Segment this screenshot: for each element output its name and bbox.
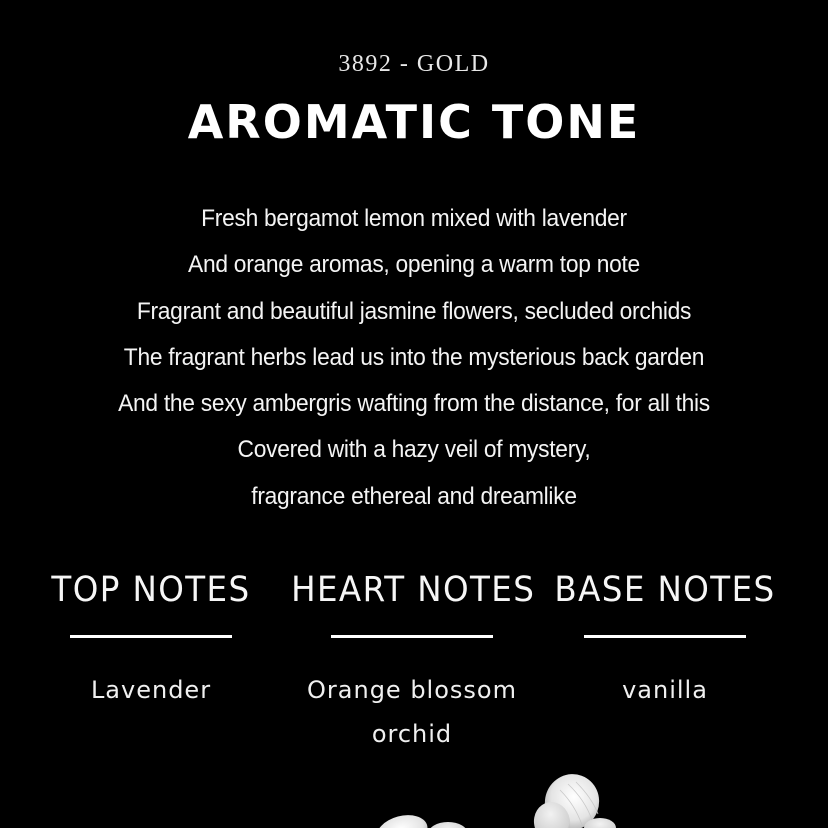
base-notes-values [535, 668, 795, 712]
top-notes-column [21, 566, 281, 712]
fragrance-description [0, 196, 828, 520]
description-line: And orange aromas, opening a warm top note [188, 251, 640, 279]
top-notes-heading: TOP NOTES [51, 570, 251, 610]
top-notes-values [21, 668, 281, 712]
base-notes-column [535, 566, 795, 712]
heart-notes-divider [331, 635, 493, 638]
description-line: The fragrant herbs lead us into the mysterious back garden [123, 343, 705, 371]
description-line: Covered with a hazy veil of mystery, [237, 436, 591, 464]
note-value: vanilla [622, 676, 708, 704]
note-value: Orange blossom [307, 676, 517, 704]
heart-notes-column [282, 566, 542, 756]
heart-notes-heading: HEART NOTES [291, 570, 536, 610]
description-line: Fragrant and beautiful jasmine flowers, secluded orchids [136, 297, 692, 325]
top-notes-divider [70, 635, 232, 638]
product-code: 3892 - GOLD [338, 51, 490, 77]
heart-notes-values [282, 668, 542, 756]
description-line: fragrance ethereal and dreamlike [251, 482, 577, 510]
note-value: orchid [371, 720, 453, 748]
description-line: Fresh bergamot lemon mixed with lavender [201, 205, 627, 232]
note-value: Lavender [90, 676, 212, 704]
description-line: And the sexy ambergris wafting from the distance, for all this [118, 390, 710, 418]
page-title: AROMATIC TONE [187, 95, 641, 149]
flower-petals-image [360, 770, 620, 828]
base-notes-divider [584, 635, 746, 638]
base-notes-heading: BASE NOTES [554, 570, 776, 610]
fragrance-notes [0, 566, 828, 766]
